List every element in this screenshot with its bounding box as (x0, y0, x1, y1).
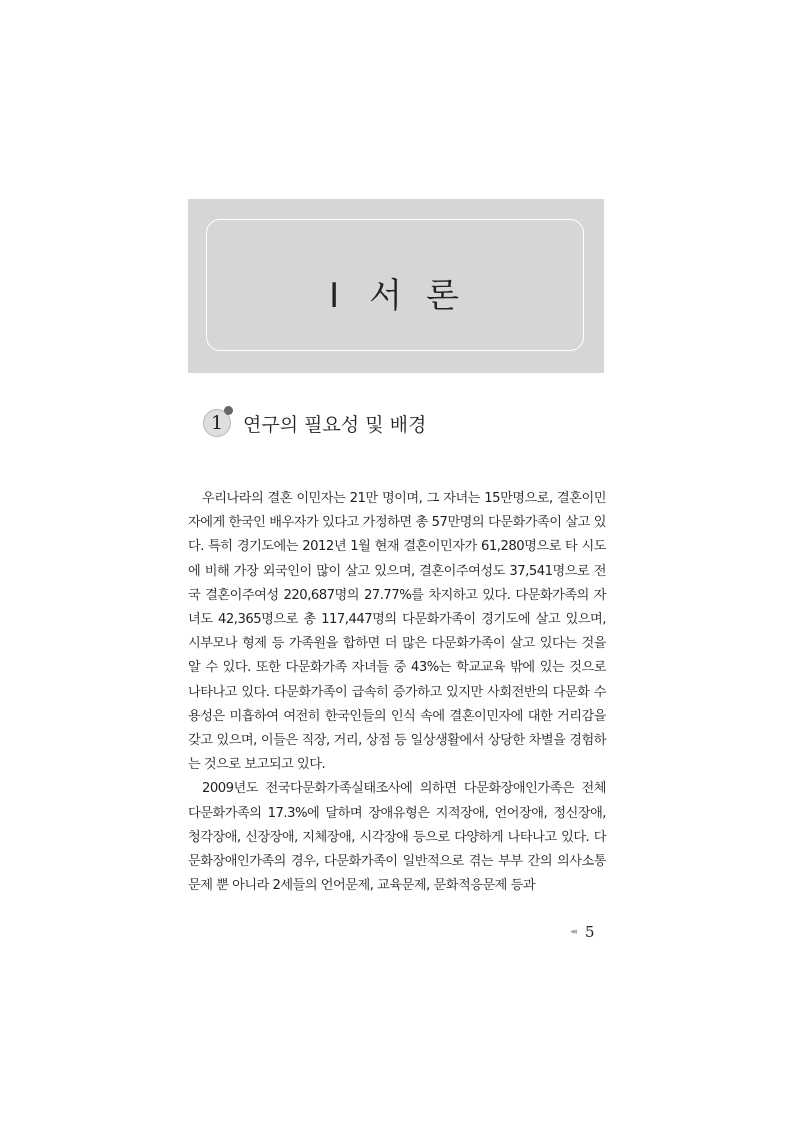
section-title: 연구의 필요성 및 배경 (243, 413, 427, 436)
body-text (188, 487, 606, 898)
chapter-title (207, 268, 583, 317)
chapter-title-frame (206, 219, 584, 351)
section-number: 1 (210, 412, 224, 434)
chapter-number: Ⅰ (329, 276, 342, 316)
chapter-title-box (188, 199, 604, 373)
paragraph: 우리나라의 결혼 이민자는 21만 명이며, 그 자녀는 15만명으로, 결혼이민자에게 한국인 배우자가 있다고 가정하면 총 57만명의 다문화가족이 살고 있다. 특히 경기도에는 2012년 1월 현재 결혼이민자가 61,280명으로 타 시도에 비해 가장 외국인이 많이 살고 있으며, 결혼이주여성도 37,541명으로 전국 결혼이주여성 220,687명의 27.77%를 차지하고 있다. 다문화가족의 자녀도 42,365명으로 총 117,447명의 다문화가족이 경기도에 살고 있으며, 시부모나 형제 등 가족원을 합하면 더 많은 다문화가족이 살고 있다는 것을 알 수 있다. 또한 다문화가족 자녀들 중 43%는 학교교육 밖에 있는 것으로 나타나고 있다. 다문화가족이 급속히 증가하고 있지만 사회전반의 다문화 수용성은 미흡하여 여전히 한국인들의 인식 속에 결혼이민자에 대한 거리감을 갖고 있으며, 이들은 직장, 거리, 상점 등 일상생활에서 상당한 차별을 경험하는 것으로 보고되고 있다. (188, 491, 606, 773)
page-number: 5 (585, 923, 595, 941)
bullet-dot-icon (224, 406, 233, 415)
section-number-badge (203, 409, 231, 437)
chapter-word (369, 276, 461, 316)
double-arrow-left-icon: ◂◂ (570, 927, 576, 937)
page-footer (570, 923, 595, 941)
chapter-title-char: 론 (426, 276, 461, 316)
chapter-title-char: 서 (369, 276, 405, 316)
section-heading (203, 407, 426, 439)
paragraph: 2009년도 전국다문화가족실태조사에 의하면 다문화장애인가족은 전체 다문화가족의 17.3%에 달하며 장애유형은 지적장애, 언어장애, 정신장애, 청각장애, 신장장애, 지체장애, 시각장애 등으로 다양하게 나타나고 있다. 다문화장애인가족의 경우, 다문화가족이 일반적으로 겪는 부부 간의 의사소통문제 뿐 아니라 2세들의 언어문제, 교육문제, 문화적응문제 등과 (188, 781, 606, 894)
